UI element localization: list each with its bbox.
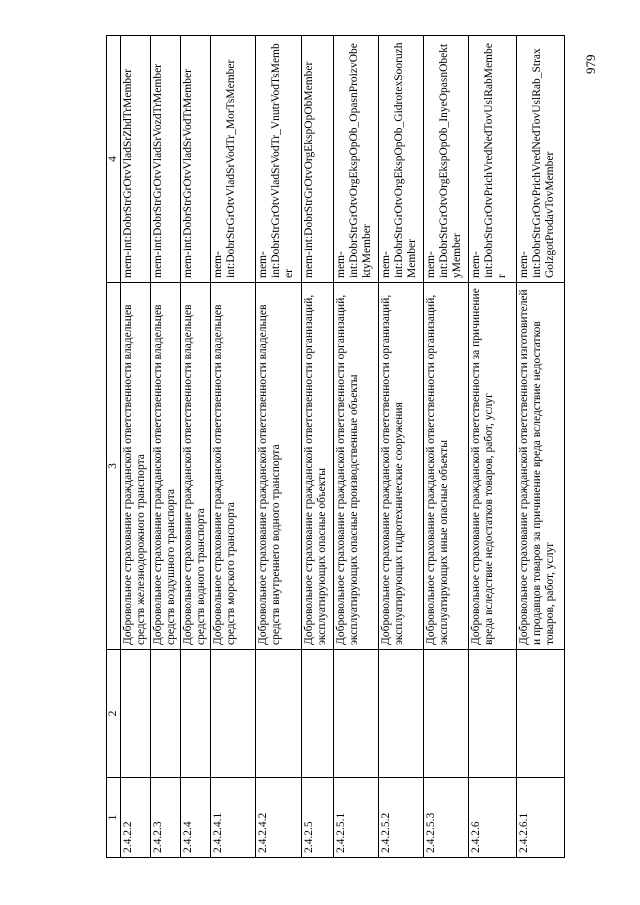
description-cell: Добровольное страхование гражданской ответственности за причинение вреда вследствие недостатков товаров, работ, услуг — [469, 283, 517, 650]
code-cell: 2.4.2.4 — [181, 778, 211, 858]
member-cell: mem-int:DobrStrGrOtvOrgEkspOpObMember — [302, 36, 334, 283]
table-row — [181, 36, 211, 858]
code-cell: 2.4.2.2 — [121, 778, 151, 858]
code-cell: 2.4.2.5.1 — [334, 778, 379, 858]
code-cell: 2.4.2.6 — [469, 778, 517, 858]
description-cell: Добровольное страхование гражданской ответственности организаций, эксплуатирующих гидротехнические сооружения — [379, 283, 424, 650]
table-header-cell: 4 — [107, 36, 121, 283]
empty-cell — [517, 650, 565, 778]
member-cell: mem-int:DobrStrGrOtvVladSrVodTrMember — [181, 36, 211, 283]
description-cell: Добровольное страхование гражданской ответственности владельцев средств железнодорожного транспорта — [121, 283, 151, 650]
description-cell: Добровольное страхование гражданской ответственности владельцев средств воздушного транспорта — [151, 283, 181, 650]
code-cell: 2.4.2.4.1 — [211, 778, 256, 858]
table-row — [121, 36, 151, 858]
empty-cell — [211, 650, 256, 778]
code-cell: 2.4.2.5 — [302, 778, 334, 858]
member-cell: mem-int:DobrStrGrOtvVladSrVozdTrMember — [151, 36, 181, 283]
member-cell: mem-int:DobrStrGrOtvOrgEkspOpOb_InyeOpasnObektyMember — [424, 36, 469, 283]
empty-cell — [302, 650, 334, 778]
empty-cell — [469, 650, 517, 778]
classification-table — [106, 35, 565, 858]
table-header-cell: 1 — [107, 778, 121, 858]
table-header-cell: 3 — [107, 283, 121, 650]
table-row — [211, 36, 256, 858]
description-cell: Добровольное страхование гражданской ответственности владельцев средств внутреннего водного транспорта — [256, 283, 302, 650]
code-cell: 2.4.2.5.3 — [424, 778, 469, 858]
empty-cell — [121, 650, 151, 778]
member-cell: mem-int:DobrStrGrOtvVladSrZhdTrMember — [121, 36, 151, 283]
description-cell: Добровольное страхование гражданской ответственности владельцев средств морского транспорта — [211, 283, 256, 650]
code-cell: 2.4.2.4.2 — [256, 778, 302, 858]
code-cell: 2.4.2.6.1 — [517, 778, 565, 858]
member-cell: mem-int:DobrStrGrOtvPrichVredNedTovUslRabMember — [469, 36, 517, 283]
empty-cell — [256, 650, 302, 778]
description-cell: Добровольное страхование гражданской ответственности организаций, эксплуатирующих иные опасные объекты — [424, 283, 469, 650]
table-header-cell: 2 — [107, 650, 121, 778]
page-number: 979 — [583, 54, 598, 74]
table-row — [151, 36, 181, 858]
empty-cell — [424, 650, 469, 778]
code-cell: 2.4.2.5.2 — [379, 778, 424, 858]
empty-cell — [379, 650, 424, 778]
member-cell: mem-int:DobrStrGrOtvVladSrVodTr_MorTsMember — [211, 36, 256, 283]
member-cell: mem-int:DobrStrGrOtvOrgEkspOpOb_GidrotexSooruzhMember — [379, 36, 424, 283]
description-cell: Добровольное страхование гражданской ответственности владельцев средств водного транспорта — [181, 283, 211, 650]
member-cell: mem-int:DobrStrGrOtvOrgEkspOpOb_OpasnProizvObektyMember — [334, 36, 379, 283]
table-row — [424, 36, 469, 858]
member-cell: mem-int:DobrStrGrOtvPrichVredNedTovUslRab_StraxGolzgotProdavTovMember — [517, 36, 565, 283]
table-row — [517, 36, 565, 858]
table-row — [334, 36, 379, 858]
rotated-table-container — [106, 36, 577, 858]
empty-cell — [181, 650, 211, 778]
description-cell: Добровольное страхование гражданской ответственности организаций, эксплуатирующих опасные объекты — [302, 283, 334, 650]
member-cell: mem-int:DobrStrGrOtvVladSrVodTr_VnutrVodTsMember — [256, 36, 302, 283]
empty-cell — [334, 650, 379, 778]
description-cell: Добровольное страхование гражданской ответственности организаций, эксплуатирующих опасные производственные объекты — [334, 283, 379, 650]
empty-cell — [151, 650, 181, 778]
table-header-row — [107, 36, 121, 858]
description-cell: Добровольное страхование гражданской ответственности изготовителей и продавцов товаров за причинение вреда вследствие недостатков товаров, работ, услуг — [517, 283, 565, 650]
table-row — [469, 36, 517, 858]
table-row — [302, 36, 334, 858]
table-row — [379, 36, 424, 858]
table-row — [256, 36, 302, 858]
code-cell: 2.4.2.3 — [151, 778, 181, 858]
